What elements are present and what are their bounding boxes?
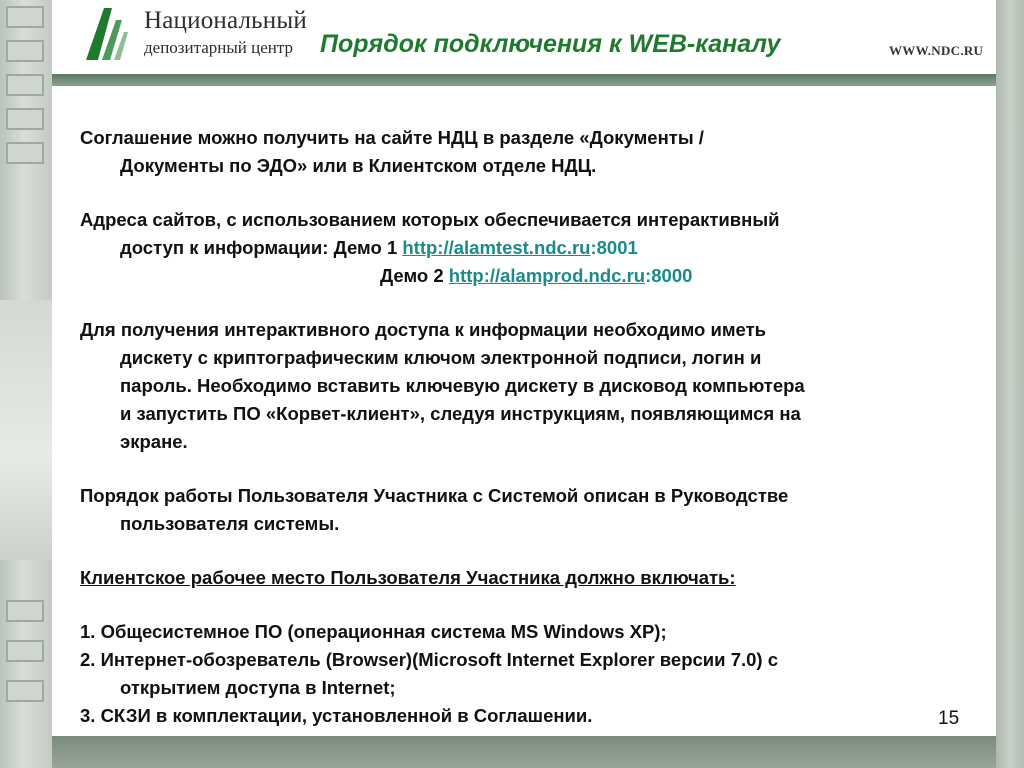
building-window bbox=[6, 74, 44, 96]
workstation-heading: Клиентское рабочее место Пользователя Участника должно включать: bbox=[80, 567, 736, 588]
list-item: 2. Интернет-обозреватель (Browser)(Microsoft Internet Explorer версии 7.0) с bbox=[80, 649, 779, 670]
text-line: Адреса сайтов, с использованием которых обеспечивается интерактивный bbox=[80, 209, 780, 230]
demo2-link[interactable]: http://alamprod.ndc.ru bbox=[448, 265, 646, 286]
slide-content bbox=[52, 86, 996, 736]
building-window bbox=[6, 6, 44, 28]
text-line: Порядок работы Пользователя Участника с Системой описан в Руководстве bbox=[80, 485, 789, 506]
slide-header bbox=[52, 0, 996, 74]
demo1-link[interactable]: http://alamtest.ndc.ru bbox=[402, 237, 591, 258]
building-window bbox=[6, 640, 44, 662]
demo1-line bbox=[80, 234, 980, 262]
text-line: экране. bbox=[120, 431, 188, 452]
requirements-list bbox=[80, 618, 980, 730]
demo1-label: доступ к информации: Демо 1 bbox=[120, 237, 403, 258]
paragraph-access-requirements bbox=[80, 316, 980, 456]
list-item: 3. СКЗИ в комплектации, установленной в Соглашении. bbox=[80, 705, 593, 726]
text-line: пароль. Необходимо вставить ключевую дискету в дисковод компьютера bbox=[120, 375, 805, 396]
demo2-port: :8000 bbox=[645, 265, 693, 286]
page-number: 15 bbox=[938, 708, 960, 729]
site-url: WWW.NDC.RU bbox=[889, 43, 984, 58]
list-item-continuation: открытием доступа в Internet; bbox=[120, 677, 396, 698]
text-line: Документы по ЭДО» или в Клиентском отделе НДЦ. bbox=[120, 155, 597, 176]
building-window bbox=[6, 600, 44, 622]
paragraph-agreement bbox=[80, 124, 980, 180]
paragraph-user-guide bbox=[80, 482, 980, 538]
paragraph-site-addresses bbox=[80, 206, 980, 290]
text-line: и запустить ПО «Корвет-клиент», следуя инструкциям, появляющимся на bbox=[120, 403, 801, 424]
building-window bbox=[6, 40, 44, 62]
logo-text-line1: Национальный bbox=[144, 7, 307, 34]
text-line: дискету с криптографическим ключом электронной подписи, логин и bbox=[120, 347, 762, 368]
demo2-label: Демо 2 bbox=[380, 265, 449, 286]
building-window bbox=[6, 142, 44, 164]
text-line: Соглашение можно получить на сайте НДЦ в разделе «Документы / bbox=[80, 127, 704, 148]
text-line: пользователя системы. bbox=[120, 513, 340, 534]
left-decor-strip bbox=[0, 0, 52, 768]
right-decor-strip bbox=[996, 0, 1024, 768]
text-line: Для получения интерактивного доступа к информации необходимо иметь bbox=[80, 319, 766, 340]
building-window bbox=[6, 108, 44, 130]
building-photo-fade bbox=[0, 300, 52, 560]
header-band bbox=[52, 74, 996, 86]
list-item: 1. Общесистемное ПО (операционная система MS Windows XP); bbox=[80, 621, 667, 642]
slide-footer bbox=[52, 736, 996, 768]
demo2-line bbox=[80, 262, 980, 290]
ndc-logo-icon bbox=[82, 6, 138, 62]
page-title: Порядок подключения к WEB-каналу bbox=[320, 30, 781, 58]
logo-text-line2: депозитарный центр bbox=[144, 38, 294, 57]
demo1-port: :8001 bbox=[590, 237, 638, 258]
building-window bbox=[6, 680, 44, 702]
